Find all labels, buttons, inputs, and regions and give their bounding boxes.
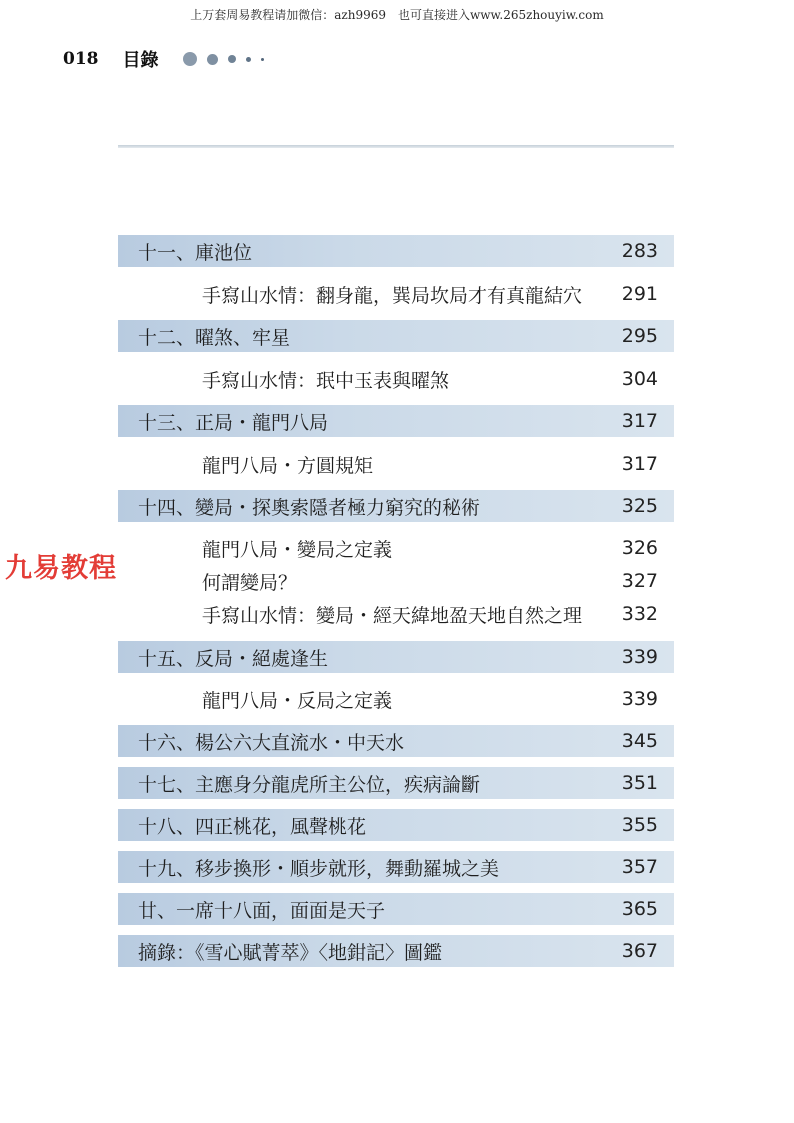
toc-entry-title: 十三、正局・龍門八局 xyxy=(138,411,329,434)
toc-chapter-row xyxy=(118,235,674,267)
toc-chapter-row xyxy=(118,809,674,841)
toc-entry-title: 廿、一席十八面，面面是天子 xyxy=(138,899,386,922)
toc-entry-title: 十一、庫池位 xyxy=(138,241,253,264)
page-header xyxy=(63,47,274,71)
toc-entry-page: 357 xyxy=(621,856,658,878)
toc-entry-page: 339 xyxy=(621,646,658,668)
toc-entry-title: 龍門八局・方圓規矩 xyxy=(202,454,374,477)
logo-watermark: 九易教程 xyxy=(5,553,117,584)
page-number: 018 xyxy=(63,49,99,69)
toc-entry-title: 龍門八局・變局之定義 xyxy=(202,538,393,561)
dot-icon xyxy=(207,54,218,65)
toc-entry-title: 何謂變局？ xyxy=(202,571,298,594)
toc-entry-page: 325 xyxy=(621,495,658,517)
toc-entry-page: 317 xyxy=(621,453,658,475)
toc-entry-title: 手寫山水情：珉中玉表與曜煞 xyxy=(202,369,450,392)
toc-chapter-row xyxy=(118,851,674,883)
toc-entry-title: 十六、楊公六大直流水・中天水 xyxy=(138,731,405,754)
toc-entry-page: 283 xyxy=(621,240,658,262)
toc-section-row xyxy=(118,278,674,310)
toc-entry-page: 367 xyxy=(621,940,658,962)
toc-entry-page: 304 xyxy=(621,368,658,390)
watermark-text: 上万套周易教程请加微信：azh9969 也可直接进入www.265zhouyiw.com xyxy=(190,8,604,22)
toc-chapter-row xyxy=(118,935,674,967)
toc-section-row xyxy=(118,565,674,597)
toc-entry-title: 摘錄：《雪心賦菁萃》〈地鉗記〉圖鑑 xyxy=(138,941,443,964)
toc-chapter-row xyxy=(118,320,674,352)
toc-section-row xyxy=(118,532,674,564)
toc-entry-title: 十五、反局・絕處逢生 xyxy=(138,647,329,670)
toc-entry-title: 十八、四正桃花，風聲桃花 xyxy=(138,815,367,838)
toc-chapter-row xyxy=(118,641,674,673)
dot-icon xyxy=(246,57,251,62)
header-divider xyxy=(118,145,674,148)
toc-section-row xyxy=(118,683,674,715)
toc-chapter-row xyxy=(118,725,674,757)
toc-chapter-row xyxy=(118,405,674,437)
toc-entry-page: 339 xyxy=(621,688,658,710)
toc-entry-page: 295 xyxy=(621,325,658,347)
toc-section-row xyxy=(118,448,674,480)
toc-entry-page: 291 xyxy=(621,283,658,305)
toc-chapter-row xyxy=(118,490,674,522)
toc-entry-page: 326 xyxy=(621,537,658,559)
toc-entry-title: 十九、移步換形・順步就形，舞動羅城之美 xyxy=(138,857,500,880)
toc-entry-page: 355 xyxy=(621,814,658,836)
toc-entry-page: 317 xyxy=(621,410,658,432)
dot-icon xyxy=(228,55,236,63)
toc-section-row xyxy=(118,598,674,630)
toc-entry-page: 351 xyxy=(621,772,658,794)
toc-entry-page: 365 xyxy=(621,898,658,920)
toc-entry-title: 龍門八局・反局之定義 xyxy=(202,689,393,712)
page-title: 目錄 xyxy=(122,50,159,71)
toc-entry-title: 手寫山水情：翻身龍，巽局坎局才有真龍結穴 xyxy=(202,284,583,307)
toc-entry-title: 十四、變局・探奧索隱者極力窮究的秘術 xyxy=(138,496,481,519)
toc-section-row xyxy=(118,363,674,395)
toc-entry-title: 十二、曜煞、牢星 xyxy=(138,326,291,349)
toc-entry-page: 327 xyxy=(621,570,658,592)
toc-entry-page: 332 xyxy=(621,603,658,625)
toc-entry-title: 十七、主應身分龍虎所主公位，疾病論斷 xyxy=(138,773,481,796)
toc-chapter-row xyxy=(118,767,674,799)
toc-entry-page: 345 xyxy=(621,730,658,752)
decorative-dots xyxy=(183,52,274,66)
dot-icon xyxy=(183,52,197,66)
dot-icon xyxy=(261,58,264,61)
toc-chapter-row xyxy=(118,893,674,925)
toc-entry-title: 手寫山水情：變局・經天緯地盈天地自然之理 xyxy=(202,604,583,627)
